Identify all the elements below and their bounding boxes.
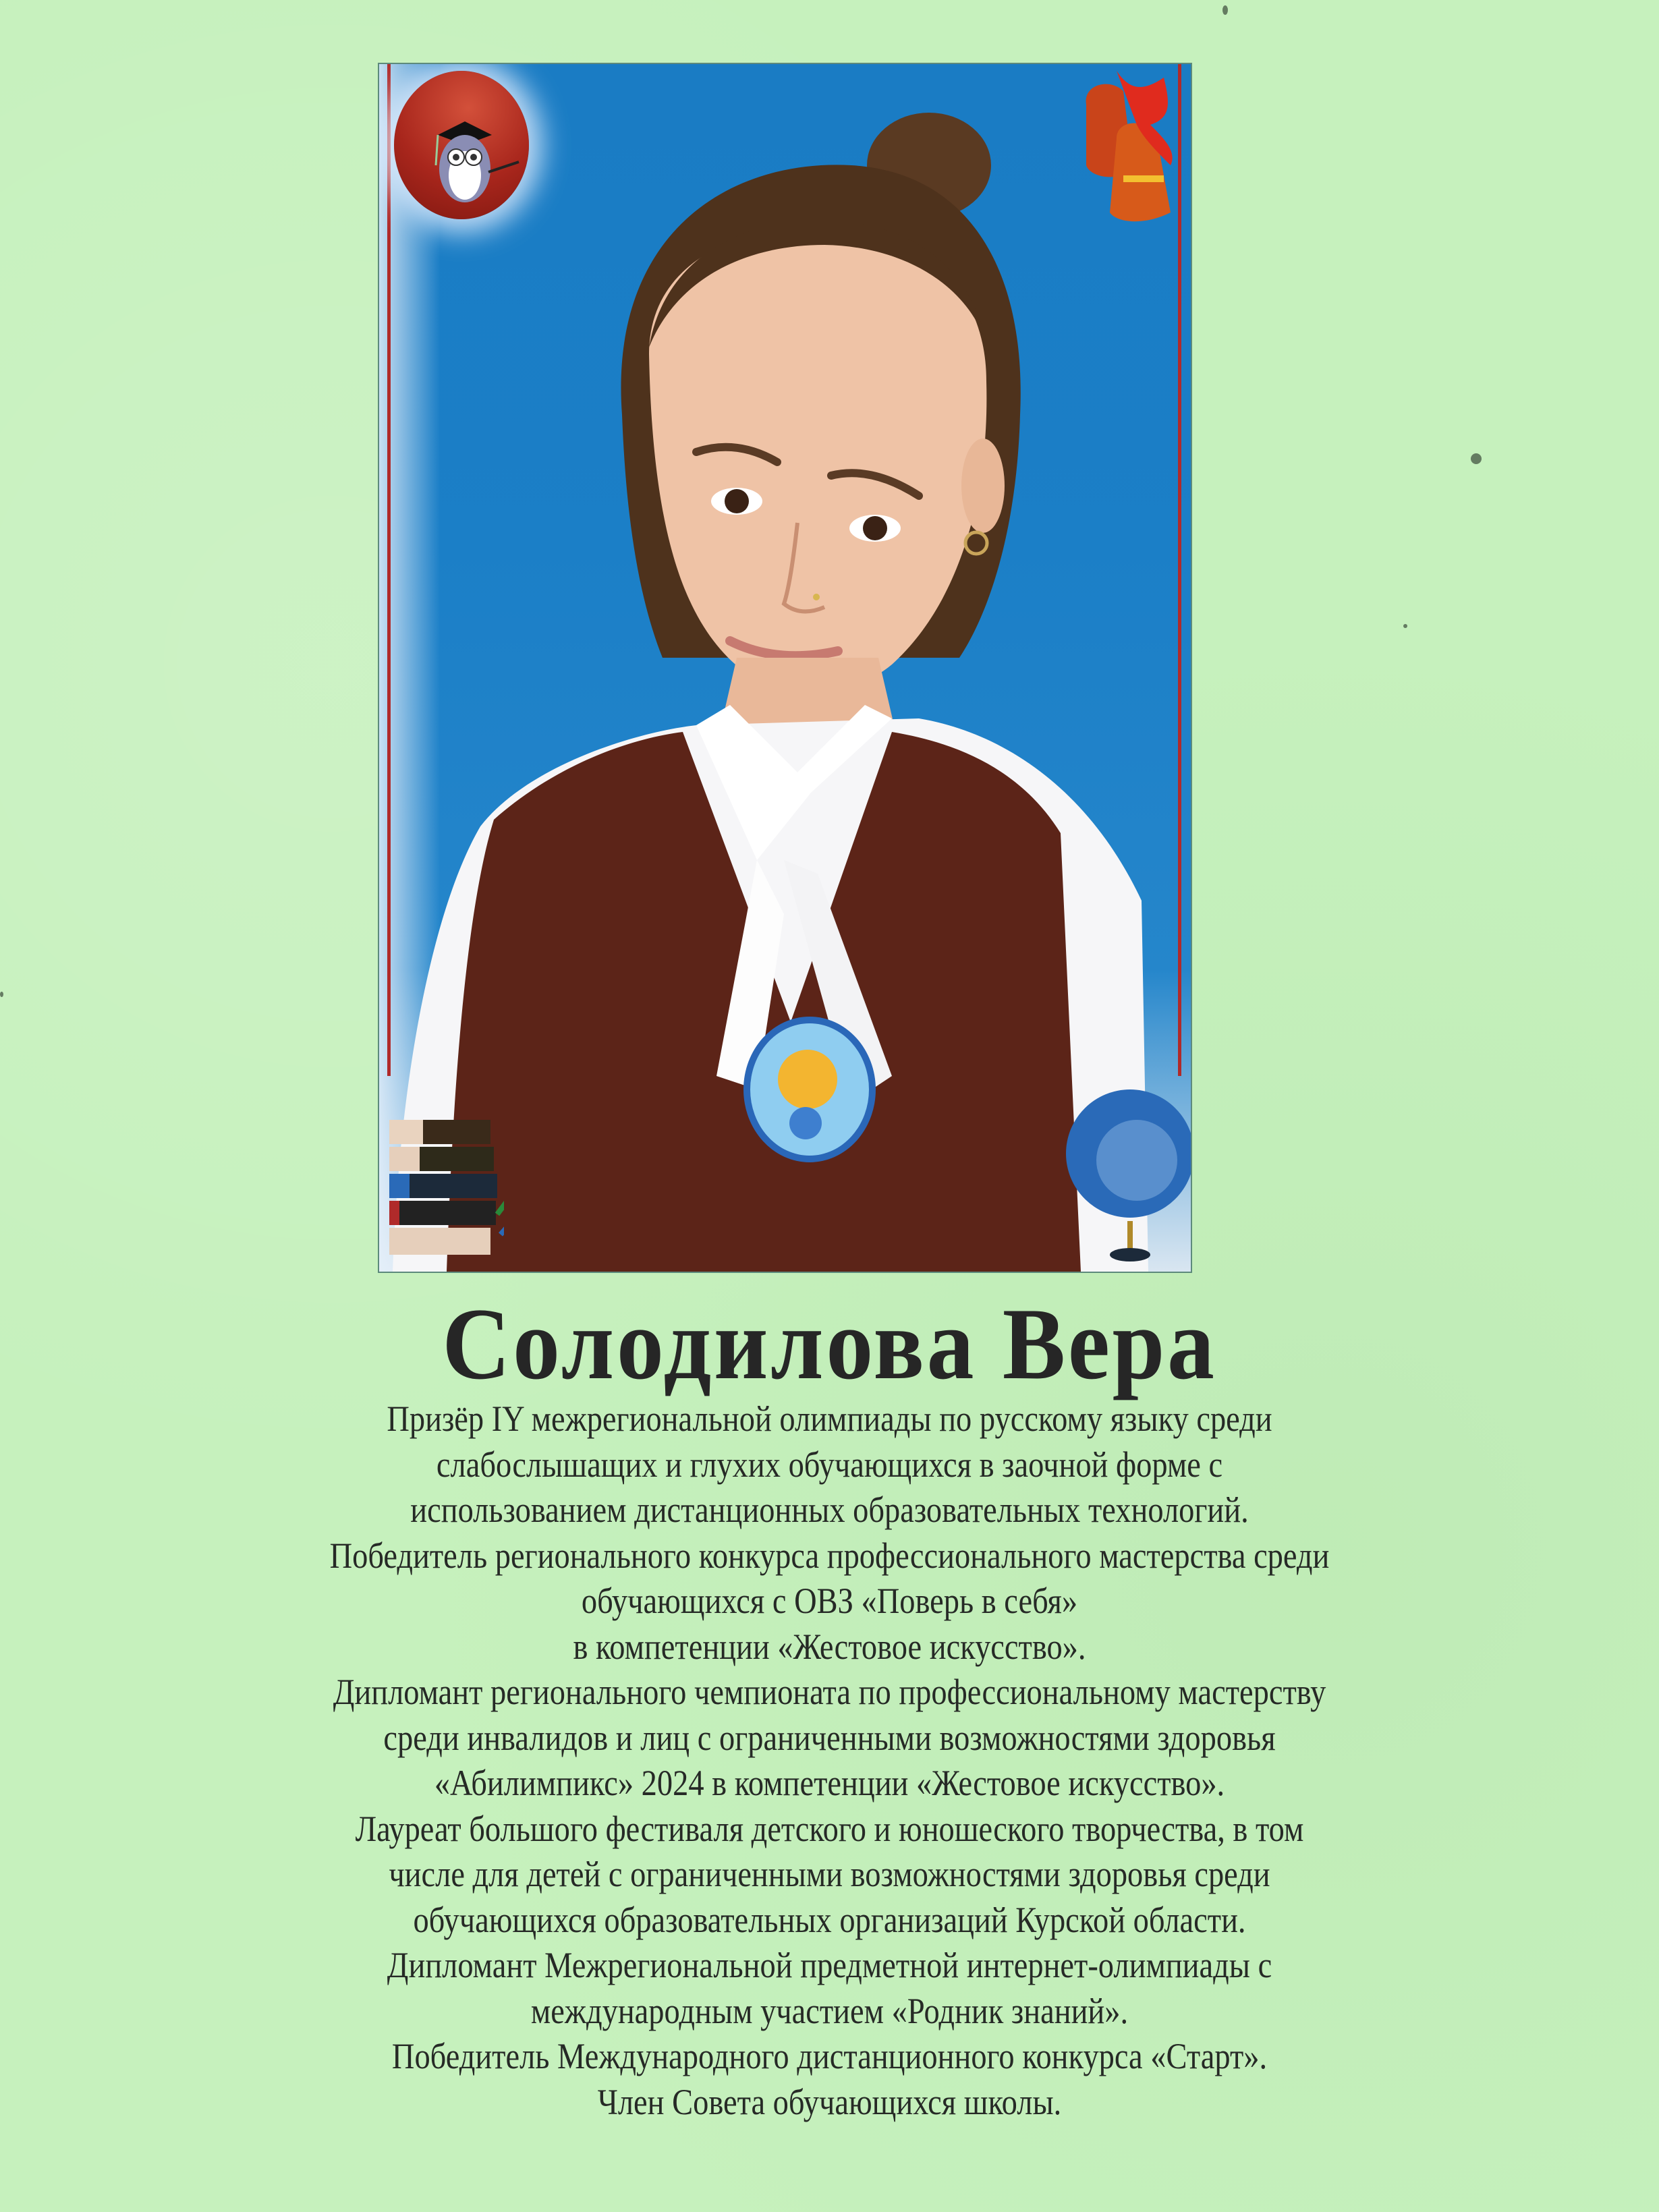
achievement-line: числе для детей с ограниченными возможностями здоровья среди	[389, 1854, 1270, 1894]
scan-speck	[1471, 453, 1482, 464]
achievement-line: в компетенции «Жестовое искусство».	[573, 1626, 1086, 1667]
achievement-line: обучающихся образовательных организаций Курской области.	[413, 1899, 1246, 1940]
globe-decoration	[1056, 1066, 1191, 1261]
achievement-line: Победитель регионального конкурса профессионального мастерства среди	[329, 1535, 1330, 1576]
person-name-heading: Солодилова Вера	[442, 1287, 1217, 1400]
achievement-line: слабослышащих и глухих обучающихся в заочной форме с	[436, 1444, 1223, 1485]
owl-emblem	[394, 71, 529, 219]
scan-speck	[0, 992, 3, 997]
portrait-photo	[379, 64, 1191, 1272]
achievement-line: Дипломант Межрегиональной предметной интернет-олимпиады с	[387, 1945, 1272, 1985]
achievements-list	[116, 1396, 1543, 2125]
achievement-line: «Абилимпикс» 2024 в компетенции «Жестовое искусство».	[434, 1763, 1225, 1803]
scan-speck	[1222, 5, 1228, 15]
bells-with-bow-decoration	[1069, 64, 1184, 233]
achievement-line: Призёр IY межрегиональной олимпиады по русскому языку среди	[387, 1398, 1272, 1439]
scan-speck	[1403, 624, 1407, 628]
achievement-line: Член Совета обучающихся школы.	[597, 2081, 1062, 2122]
achievement-line: Победитель Международного дистанционного конкурса «Старт».	[391, 2036, 1268, 2076]
achievement-line: Дипломант регионального чемпионата по профессиональному мастерству	[333, 1672, 1326, 1712]
achievement-line: использованием дистанционных образовательных технологий.	[410, 1490, 1249, 1530]
books-and-pencils-decoration	[389, 1106, 504, 1261]
achievement-line: международным участием «Родник знаний».	[530, 1990, 1129, 2031]
achievement-line: обучающихся с ОВЗ «Поверь в себя»	[581, 1581, 1078, 1621]
achievement-line: Лауреат большого фестиваля детского и юношеского творчества, в том	[355, 1808, 1304, 1849]
owl-icon	[394, 71, 529, 219]
achievement-line: среди инвалидов и лиц с ограниченными возможностями здоровья	[383, 1717, 1276, 1758]
